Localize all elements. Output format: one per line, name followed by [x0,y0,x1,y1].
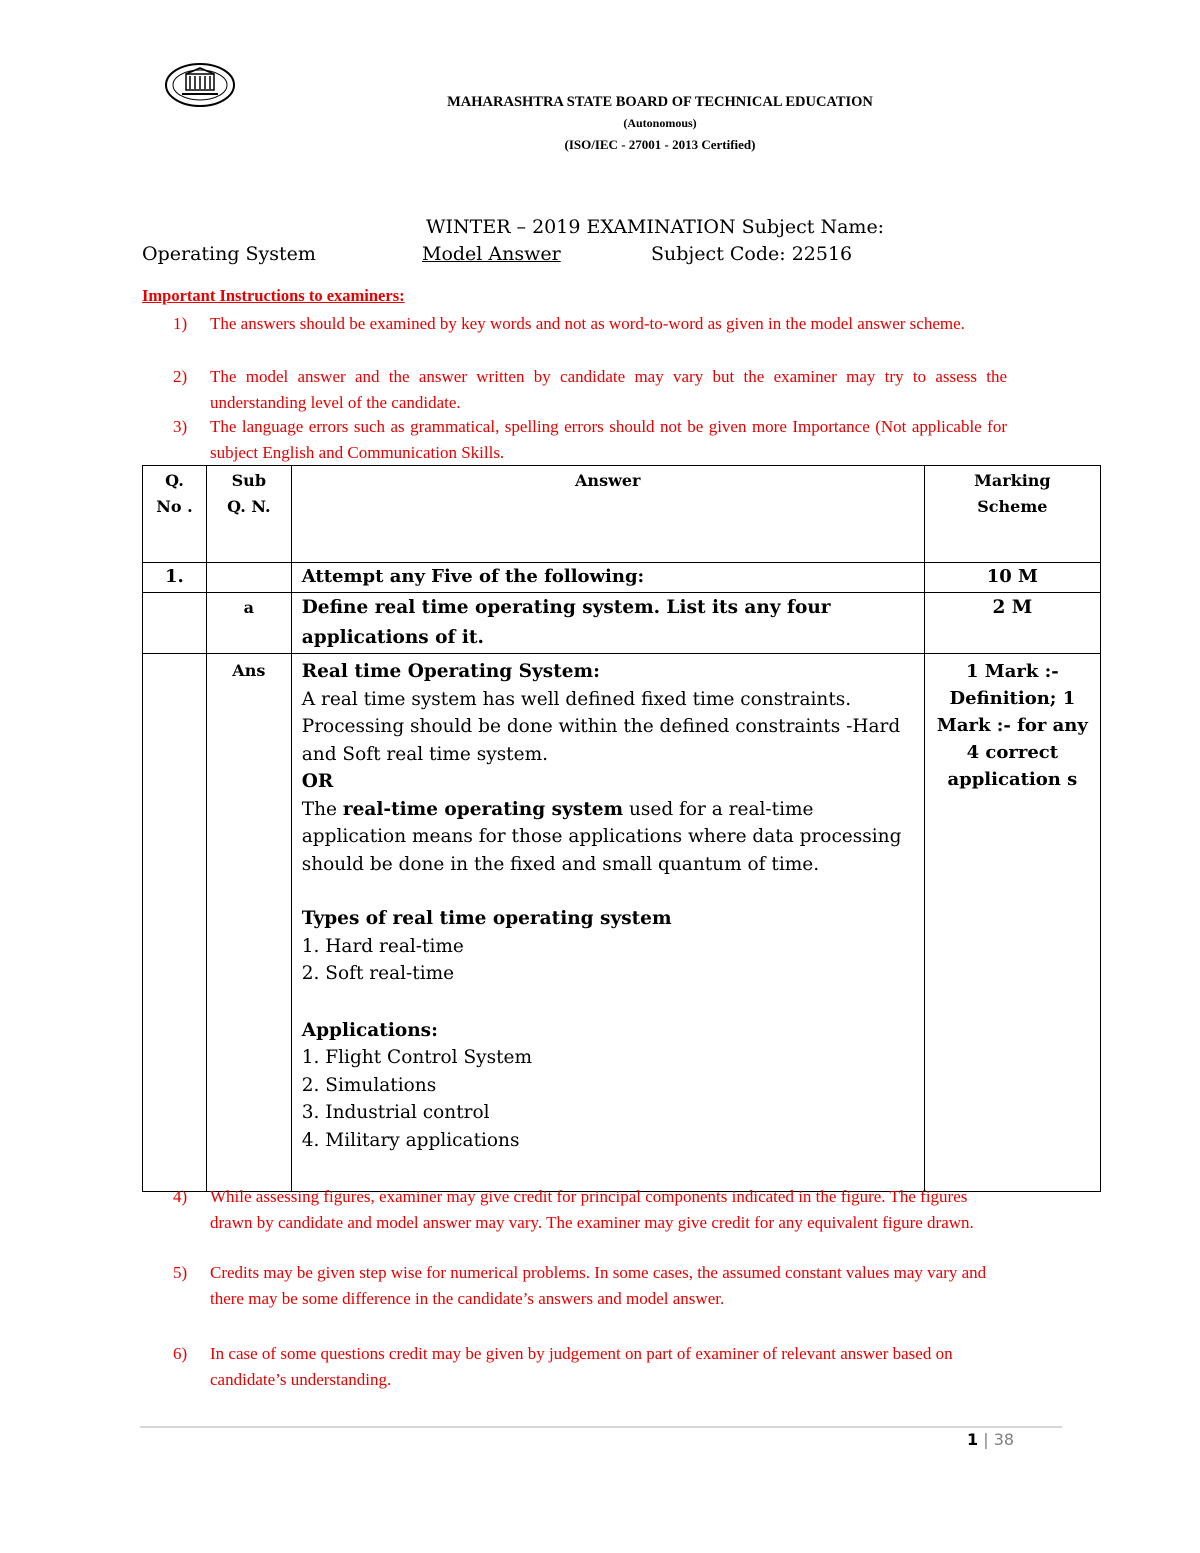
instruction-text: The model answer and the answer written by candidate may vary but the examiner may try to assess the understanding level of the candidate. [210,367,1007,412]
application-item: 4. Military applications [301,1129,520,1151]
answer-body [291,654,924,1192]
header-marking: Marking Scheme [924,466,1100,563]
footer-divider [140,1426,1062,1428]
instruction-number: 3) [173,417,188,436]
autonomous-label: (Autonomous) [623,116,697,130]
exam-title: WINTER – 2019 EXAMINATION Subject Name: [426,216,885,238]
answer-table [142,465,1101,1192]
application-item: 3. Industrial control [301,1102,490,1123]
table-header-row [143,466,1101,563]
applications-heading: Applications: [301,1019,438,1041]
instruction-text: In case of some questions credit may be given by judgement on part of examiner of relevant answer based on candidate’s understanding. [210,1344,953,1389]
answer-marking-scheme: 1 Mark :- Definition; 1 Mark :- for any 4 correct application s [924,654,1100,1192]
answer-alternate-definition: The real-time operating system used for a real-time application means for those applications where data processing should be done in the fixed and small quantum of time. [301,798,902,875]
instruction-number: 2) [173,367,188,386]
instruction-number: 6) [173,1344,188,1363]
subject-name: Operating System [142,243,316,265]
board-name: MAHARASHTRA STATE BOARD OF TECHNICAL EDUCATION [447,94,873,110]
types-heading: Types of real time operating system [301,908,672,929]
instruction-number: 4) [173,1187,188,1206]
answer-heading: Real time Operating System: [301,661,600,682]
answer-or: OR [301,771,334,792]
instruction-item [173,1184,1043,1262]
answer-row [143,654,1101,1192]
application-item: 2. Simulations [301,1074,437,1096]
answer-definition: A real time system has well defined fixed time constraints. Processing should be done within the defined constraints -Hard and Soft real time system. [301,688,901,765]
type-item: 2. Soft real-time [301,963,455,984]
header-qno: Q. No . [143,466,207,563]
instruction-item [173,311,1043,363]
instruction-text: The language errors such as grammatical, spelling errors should not be given more Importance (Not applicable for subject English and Communication Skills. [210,417,1007,462]
instruction-text: The answers should be examined by key words and not as word-to-word as given in the model answer scheme. [210,314,965,333]
question-row [143,563,1101,593]
model-answer-label: Model Answer [422,243,561,265]
sub-question-text: Define real time operating system. List its any four applications of it. [291,593,924,654]
answer-label: Ans [206,654,291,1192]
instruction-number: 5) [173,1263,188,1282]
page-number: 1 | 38 [967,1430,1015,1449]
header-answer: Answer [291,466,924,563]
instruction-item [173,414,1043,466]
sub-question-label: a [206,593,291,654]
type-item: 1. Hard real-time [301,935,464,957]
instruction-text: Credits may be given step wise for numerical problems. In some cases, the assumed constant values may vary and there may be some difference in the candidate’s answers and model answer. [210,1263,987,1308]
certification-label: (ISO/IEC - 27001 - 2013 Certified) [564,137,756,152]
question-number: 1. [143,563,207,593]
subject-code: Subject Code: 22516 [651,243,853,265]
header-subq: Sub Q. N. [206,466,291,563]
instruction-item [173,1341,1043,1393]
instruction-text: While assessing figures, examiner may give credit for principal components indicated in the figure. The figures drawn by candidate and model answer may vary. The examiner may give credit for any equivalent figure drawn. [210,1187,974,1232]
instructions-title: Important Instructions to examiners: [142,286,405,305]
question-text: Attempt any Five of the following: [291,563,924,593]
instruction-item [173,364,1043,416]
instruction-number: 1) [173,314,188,333]
instruction-item [173,1260,1043,1338]
question-marks: 10 M [924,563,1100,593]
sub-question-row [143,593,1101,654]
application-item: 1. Flight Control System [301,1047,533,1068]
sub-question-marks: 2 M [924,593,1100,654]
